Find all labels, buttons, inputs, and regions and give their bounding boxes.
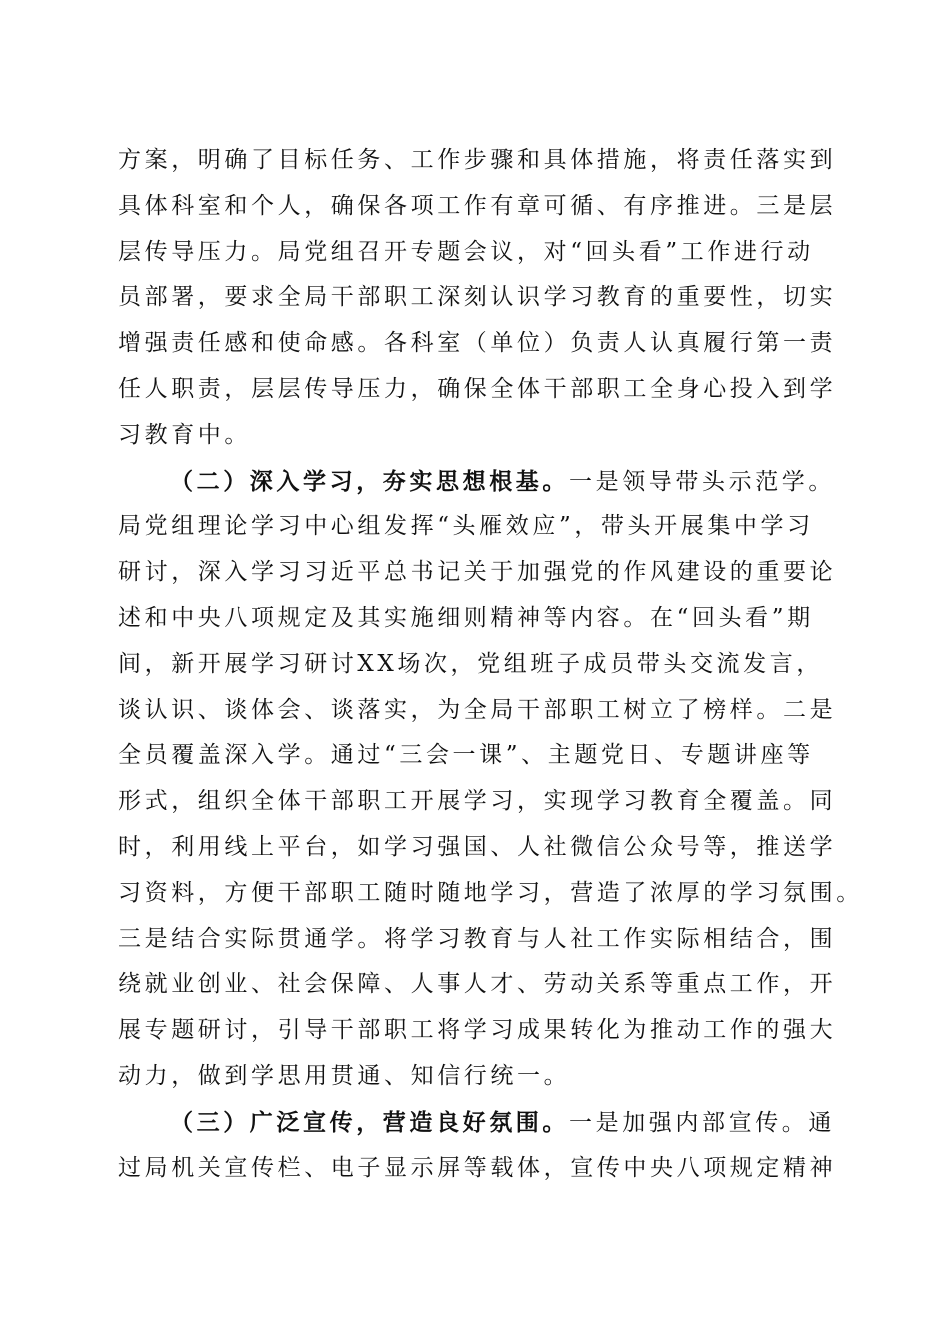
paragraph-line: 增强责任感和使命感。各科室（单位）负责人认真履行第一责: [118, 330, 837, 357]
paragraph-line: 具体科室和个人，确保各项工作有章可循、有序推进。三是层: [118, 192, 837, 219]
paragraph-line: 全员覆盖深入学。通过“三会一课”、主题党日、专题讲座等: [118, 742, 814, 769]
section-2-first-line-text: 一是领导带头示范学。: [569, 468, 835, 495]
document-body: [118, 138, 863, 1191]
section-3-heading: （三）广泛宣传，营造良好氛围。: [170, 1108, 569, 1136]
paragraph-line: 展专题研讨，引导干部职工将学习成果转化为推动工作的强大: [118, 1017, 837, 1044]
paragraph-line: 述和中央八项规定及其实施细则精神等内容。在“回头看”期: [118, 604, 814, 631]
section-3-first-line: [118, 1100, 834, 1146]
paragraph-line: 动力，做到学思用贯通、知信行统一。: [118, 1062, 571, 1089]
paragraph-line: 习教育中。: [118, 421, 251, 448]
paragraph-line: 间，新开展学习研讨XX场次，党组班子成员带头交流发言，: [118, 650, 823, 677]
paragraph-line: 形式，组织全体干部职工开展学习，实现学习教育全覆盖。同: [118, 788, 837, 815]
section-3-first-line-text: 一是加强内部宣传。通: [569, 1109, 835, 1136]
paragraph-line: 习资料，方便干部职工随时随地学习，营造了浓厚的学习氛围。: [118, 879, 863, 906]
paragraph-line: 方案，明确了目标任务、工作步骤和具体措施，将责任落实到: [118, 147, 837, 173]
section-2-first-line: [118, 459, 834, 505]
paragraph-line: 任人职责，层层传导压力，确保全体干部职工全身心投入到学: [118, 375, 837, 402]
paragraph-line: 三是结合实际贯通学。将学习教育与人社工作实际相结合，围: [118, 925, 837, 952]
paragraph-line: 谈认识、谈体会、谈落实，为全局干部职工树立了榜样。二是: [118, 696, 837, 723]
paragraph-line: 局党组理论学习中心组发挥“头雁效应”，带头开展集中学习: [118, 513, 814, 540]
paragraph-line: 员部署，要求全局干部职工深刻认识学习教育的重要性，切实: [118, 284, 837, 311]
paragraph-line: 时，利用线上平台，如学习强国、人社微信公众号等，推送学: [118, 833, 837, 860]
paragraph-line: 研讨，深入学习习近平总书记关于加强党的作风建设的重要论: [118, 559, 837, 586]
paragraph-line: 层传导压力。局党组召开专题会议，对“回头看”工作进行动: [118, 238, 814, 265]
section-2-heading: （二）深入学习，夯实思想根基。: [170, 467, 569, 495]
paragraph-line: 过局机关宣传栏、电子显示屏等载体，宣传中央八项规定精神: [118, 1154, 837, 1181]
paragraph-line: 绕就业创业、社会保障、人事人才、劳动关系等重点工作，开: [118, 971, 837, 998]
